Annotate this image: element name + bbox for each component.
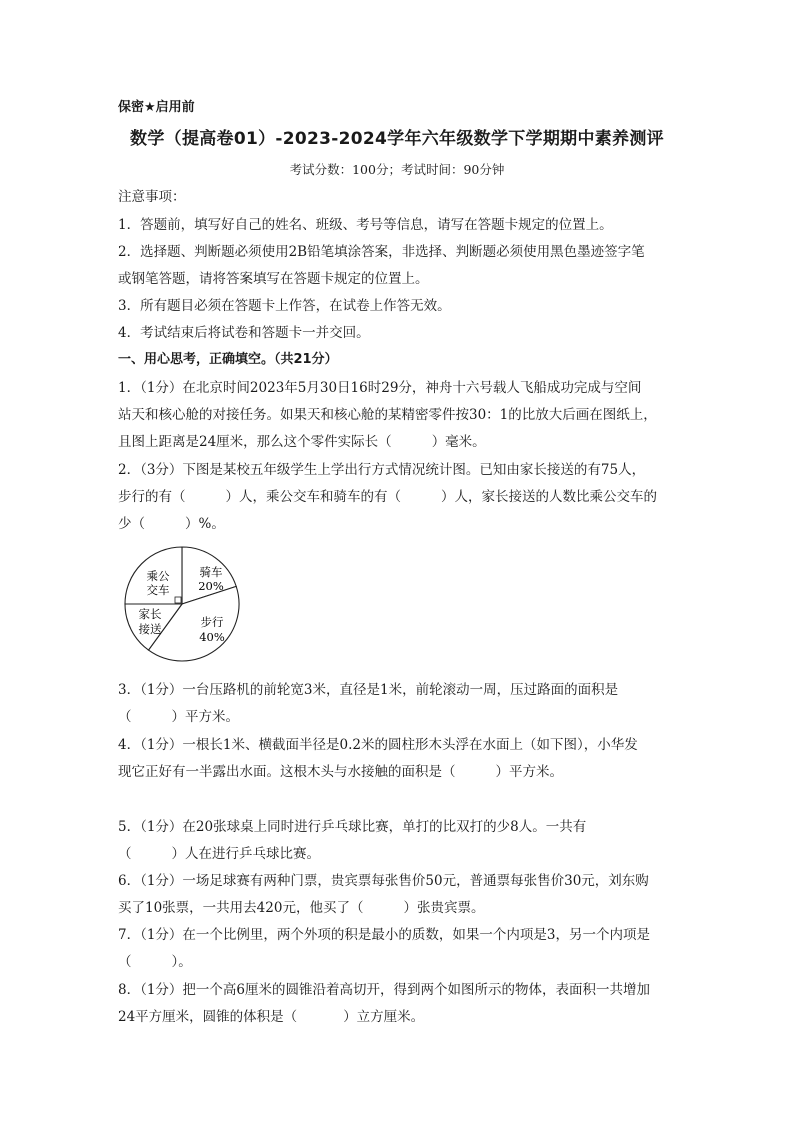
note-2a: 2．选择题、判断题必须使用2B铅笔填涂答案，非选择、判断题必须使用黑色墨迹签字笔 xyxy=(118,244,645,260)
q6-text-b: ）张贵宾票。 xyxy=(403,900,485,916)
q1-text-a: 且图上距离是24厘米，那么这个零件实际长（ xyxy=(118,434,392,450)
bus-label-1: 乘公 xyxy=(146,569,170,583)
ride-label-2: 20% xyxy=(198,579,224,593)
q8-text-b: ）立方厘米。 xyxy=(343,1009,425,1025)
q5-text-b: ）人在进行乒乓球比赛。 xyxy=(171,846,320,862)
q2-line-1: 2．（3分）下图是某校五年级学生上学出行方式情况统计图。已知由家长接送的有75人， xyxy=(118,462,646,478)
walk-label-1: 步行 xyxy=(200,615,224,629)
q7-text-a: （ xyxy=(118,954,132,970)
q7-line-2 xyxy=(118,953,688,971)
q4-text-b: ）平方米。 xyxy=(495,764,563,780)
q3-text-b: ）平方米。 xyxy=(171,709,239,725)
q5-text-a: （ xyxy=(118,846,132,862)
q2-line-3 xyxy=(118,515,688,533)
q2-text-b: ）人，乘公交车和骑车的有（ xyxy=(225,489,401,505)
pie-chart xyxy=(124,546,248,668)
q3-text-a: （ xyxy=(118,709,132,725)
bus-label-2: 交车 xyxy=(146,583,170,597)
q2-text-a: 步行的有（ xyxy=(118,489,186,505)
q1-line-1: 1．（1分）在北京时间2023年5月30日16时29分，神舟十六号载人飞船成功完成与空间 xyxy=(118,380,642,396)
q2-text-d: 少（ xyxy=(118,516,145,532)
q1-line-3 xyxy=(118,433,688,451)
q3-line-1: 3．（1分）一台压路机的前轮宽3米，直径是1米，前轮滚动一周，压过路面的面积是 xyxy=(118,682,619,698)
q2-text-e: ）%。 xyxy=(185,516,225,532)
note-1: 1．答题前，填写好自己的姓名、班级、考号等信息，请写在答题卡规定的位置上。 xyxy=(118,217,613,233)
q6-line-1: 6．（1分）一场足球赛有两种门票，贵宾票每张售价50元，普通票每张售价30元，刘东购 xyxy=(118,873,649,889)
q8-text-a: 24平方厘米，圆锥的体积是（ xyxy=(118,1009,298,1025)
exam-title: 数学（提高卷01）-2023-2024学年六年级数学下学期期中素养测评 xyxy=(130,129,664,149)
confidential-label: 保密★启用前 xyxy=(118,100,195,115)
note-4: 4．考试结束后将试卷和答题卡一并交回。 xyxy=(118,325,370,341)
q4-line-1: 4．（1分）一根长1米、横截面半径是0.2米的圆柱形木头浮在水面上（如下图），小华发 xyxy=(118,737,638,753)
ride-label-1: 骑车 xyxy=(199,565,223,579)
parent-label-1: 家长 xyxy=(138,607,162,621)
q2-line-2 xyxy=(118,488,688,506)
notes-heading: 注意事项： xyxy=(118,189,186,205)
section-1-heading: 一、用心思考，正确填空。（共21分） xyxy=(118,352,338,367)
note-2b: 或钢笔答题，请将答案填写在答题卡规定的位置上。 xyxy=(118,271,429,287)
walk-label-2: 40% xyxy=(199,630,225,644)
q1-line-2: 站天和核心舱的对接任务。如果天和核心舱的某精密零件按30：1的比放大后画在图纸上， xyxy=(118,407,657,423)
parent-label-2: 接送 xyxy=(138,622,162,636)
exam-info: 考试分数：100分；考试时间：90分钟 xyxy=(289,162,505,177)
q1-text-b: ）毫米。 xyxy=(431,434,486,450)
q5-line-2 xyxy=(118,845,688,863)
q6-text-a: 买了10张票，一共用去420元，他买了（ xyxy=(118,900,364,916)
q8-line-2 xyxy=(118,1008,688,1026)
note-3: 3．所有题目必须在答题卡上作答，在试卷上作答无效。 xyxy=(118,298,451,314)
q3-line-2 xyxy=(118,708,688,726)
q7-text-b: ）。 xyxy=(171,954,192,970)
q4-line-2 xyxy=(118,763,688,781)
q7-line-1: 7．（1分）在一个比例里，两个外项的积是最小的质数，如果一个内项是3，另一个内项是 xyxy=(118,927,651,943)
q6-line-2 xyxy=(118,899,688,917)
q5-line-1: 5．（1分）在20张球桌上同时进行乒乓球比赛，单打的比双打的少8人。一共有 xyxy=(118,819,587,835)
q8-line-1: 8．（1分）把一个高6厘米的圆锥沿着高切开，得到两个如图所示的物体，表面积一共增加 xyxy=(118,982,651,998)
q4-text-a: 现它正好有一半露出水面。这根木头与水接触的面积是（ xyxy=(118,764,456,780)
q2-text-c: ）人，家长接送的人数比乘公交车的 xyxy=(441,489,657,505)
